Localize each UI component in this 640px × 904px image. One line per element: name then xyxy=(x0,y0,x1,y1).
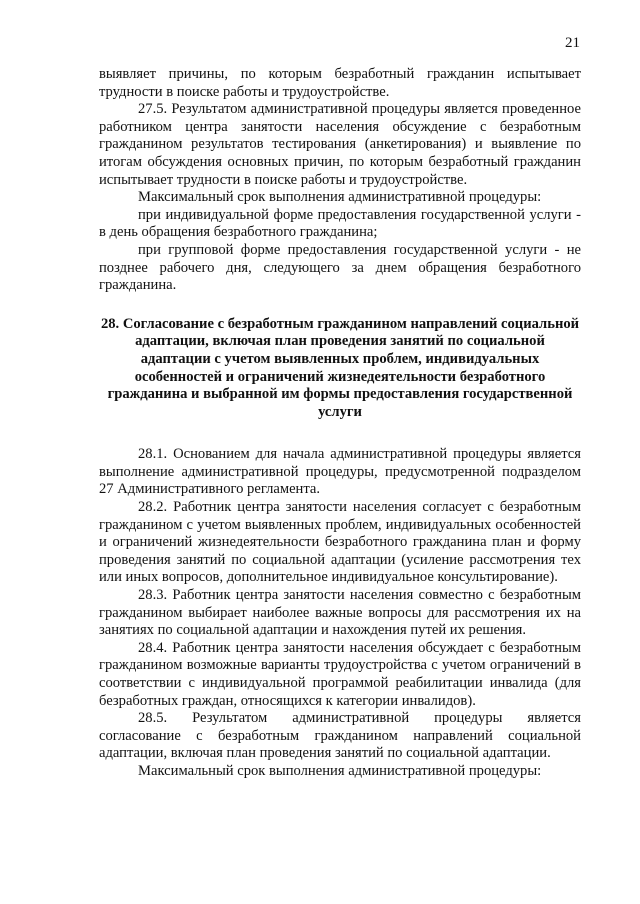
paragraph-28-3: 28.3. Работник центра занятости населения совместно с безработным гражданином выбирает наиболее важные вопросы для рассмотрения их на занятиях по социальной адаптации и нахождения путей их решения. xyxy=(99,587,581,639)
paragraph-27-5: 27.5. Результатом административной процедуры является проведенное работником центра занятости населения обсуждение с безработным гражданином результатов тестирования (анкетирования) и выявление по итогам обсуждения основных причин, по которым безработный гражданин испытывает трудности в поиске работы и трудоустройстве. xyxy=(99,101,581,188)
paragraph-28-5: 28.5. Результатом административной процедуры является согласование с безработным гражданином направлений социальной адаптации, включая план проведения занятий по социальной адаптации. xyxy=(99,710,581,762)
paragraph-27-max-term: Максимальный срок выполнения административной процедуры: xyxy=(138,189,542,206)
section-28-heading: 28. Согласование с безработным гражданином направлений социальной адаптации, включая план проведения занятий по социальной адаптации с учетом выявленных проблем, индивидуальных особенностей и ограничений жизнедеятельности безработного гражданина и выбранной им формы предоставления государственной услуги xyxy=(100,315,580,420)
page-content xyxy=(99,66,581,781)
paragraph-28-2: 28.2. Работник центра занятости населения согласует с безработным гражданином с учетом выявленных проблем, индивидуальных особенностей и ограничений жизнедеятельности безработного гражданина план и форму проведения занятий по социальной адаптации (усиление рассмотрения тех или иных вопросов, дополнительное индивидуальное консультирование). xyxy=(99,499,581,586)
paragraph-27-individual-form: при индивидуальной форме предоставления государственной услуги - в день обращения безработного гражданина; xyxy=(99,206,581,241)
paragraph-28-max-term: Максимальный срок выполнения административной процедуры: xyxy=(138,762,542,779)
page-number: 21 xyxy=(565,35,580,51)
paragraph-28-1: 28.1. Основанием для начала административной процедуры является выполнение административной процедуры, предусмотренной подразделом 27 Административного регламента. xyxy=(99,446,581,498)
paragraph-28-4: 28.4. Работник центра занятости населения обсуждает с безработным гражданином возможные варианты трудоустройства с учетом ограничений в соответствии с индивидуальной программой реабилитации инвалида (для безработных граждан, относящихся к категории инвалидов). xyxy=(99,639,581,709)
paragraph-27-continuation: выявляет причины, по которым безработный гражданин испытывает трудности в поиске работы и трудоустройстве. xyxy=(99,66,581,100)
paragraph-27-group-form: при групповой форме предоставления государственной услуги - не позднее рабочего дня, следующего за днем обращения безработного гражданина. xyxy=(99,241,581,294)
